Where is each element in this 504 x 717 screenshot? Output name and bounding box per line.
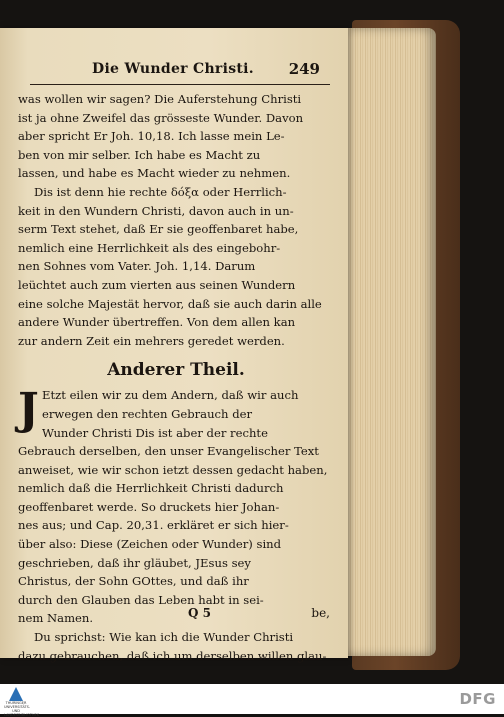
text-line: nemlich daß die Herrlichkeit Christi dadurch xyxy=(18,481,284,496)
text-line: dazu gebrauchen, daß ich um derselben willen glau- xyxy=(18,648,327,663)
library-logo-text: THÜRINGER UNIVERSITÄTS- UND LANDESBIBLIOTHEK xyxy=(4,701,40,717)
drop-cap: J xyxy=(18,384,39,436)
signature-mark: Q 5 xyxy=(188,606,211,620)
running-title: Die Wunder Christi. xyxy=(92,61,254,77)
text-line: nem Namen. xyxy=(18,611,94,626)
text-line: erwegen den rechten Gebrauch der xyxy=(42,406,253,421)
body-text xyxy=(18,90,334,665)
text-line: Gebrauch derselben, den unser Evangelischer Text xyxy=(18,444,319,459)
library-logo-icon xyxy=(9,687,23,701)
text-line: Dis ist denn hie rechte δόξα oder Herrlich- xyxy=(34,184,287,199)
text-line: nes aus; und Cap. 20,31. erkläret er sich hier- xyxy=(18,518,289,533)
text-line: ist ja ohne Zweifel das grösseste Wunder. Davon xyxy=(18,110,304,125)
text-line: durch den Glauben das Leben habt in sei- xyxy=(18,592,264,607)
text-line: geschrieben, daß ihr gläubet, JEsus sey xyxy=(18,555,251,570)
text-line: nemlich eine Herrlichkeit als des eingebohr- xyxy=(18,240,281,255)
text-line: Christus, der Sohn GOttes, und daß ihr xyxy=(18,574,249,589)
text-line: anweiset, wie wir schon ietzt dessen gedacht haben, xyxy=(18,462,328,477)
text-line: andere Wunder übertreffen. Von dem allen kan xyxy=(18,315,296,330)
text-line: nen Sohnes vom Vater. Joh. 1,14. Darum xyxy=(18,259,256,274)
page-edges xyxy=(336,28,436,656)
text-line: geoffenbaret werde. So druckets hier Johan- xyxy=(18,499,280,514)
text-line: keit in den Wundern Christi, davon auch in un- xyxy=(18,203,294,218)
text-line: was wollen wir sagen? Die Auferstehung Christi xyxy=(18,92,302,106)
footer-bar xyxy=(0,684,504,717)
text-line: leüchtet auch zum vierten aus seinen Wundern xyxy=(18,277,296,292)
text-line: serm Text stehet, daß Er sie geoffenbaret habe, xyxy=(18,222,299,237)
text-line: ben von mir selber. Ich habe es Macht zu xyxy=(18,147,261,162)
text-line: Du sprichst: Wie kan ich die Wunder Christi xyxy=(34,630,294,645)
book-page xyxy=(0,28,348,663)
text-line: Wunder Christi Dis ist aber der rechte xyxy=(42,425,268,440)
section-heading: Anderer Theil. xyxy=(107,360,245,381)
text-line: über also: Diese (Zeichen oder Wunder) sind xyxy=(18,537,282,552)
page-footer xyxy=(18,606,334,624)
page-number: 249 xyxy=(288,60,320,78)
dfg-logo[interactable]: DFG xyxy=(459,690,496,708)
drop-cap-paragraph xyxy=(18,386,334,442)
text-line: aber spricht Er Joh. 10,18. Ich lasse mein Le- xyxy=(18,129,285,144)
text-line: lassen, und habe es Macht wieder zu nehmen. xyxy=(18,166,291,181)
text-line: zur andern Zeit ein mehrers geredet werden. xyxy=(18,333,285,348)
running-head xyxy=(30,58,330,85)
text-line: eine solche Majestät hervor, daß sie auch darin alle xyxy=(18,296,322,311)
library-logo[interactable] xyxy=(4,687,40,717)
text-line: Etzt eilen wir zu dem Andern, daß wir auch xyxy=(42,388,299,403)
catchword: be, xyxy=(311,606,330,620)
